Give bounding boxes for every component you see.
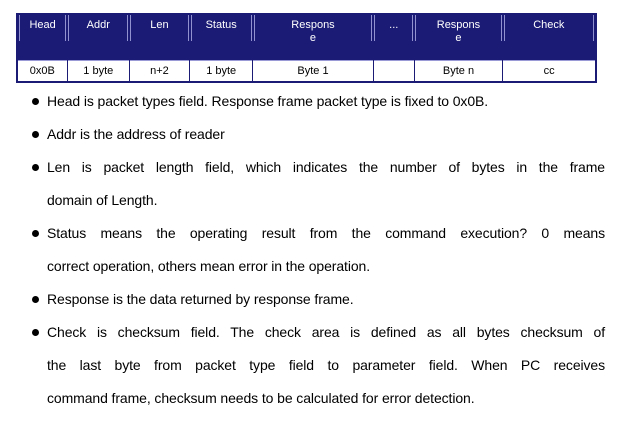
addr-column-header	[67, 14, 129, 61]
bullet-3-line-2: domain of Length.	[47, 192, 158, 208]
bullet-text	[47, 316, 605, 415]
addr-header-label: Addr	[86, 19, 110, 31]
head-header-label: Head	[29, 19, 56, 31]
bullet-text	[47, 283, 605, 316]
response-1-column-header	[253, 14, 373, 61]
response-n-header-label: Response	[436, 19, 481, 44]
packet-table-header-row	[17, 14, 596, 61]
bullet-item-5	[32, 283, 605, 316]
bullet-4-line-1: Status means the operating result from the command execution? 0 means	[47, 225, 605, 241]
len-value-cell: n+2	[129, 61, 189, 83]
response-n-column-header	[414, 14, 502, 61]
head-value-cell: 0x0B	[17, 61, 67, 83]
bullet-icon	[32, 164, 39, 171]
packet-frame-table	[16, 13, 597, 83]
bullet-icon	[32, 230, 39, 237]
bullet-icon	[32, 296, 39, 303]
bullet-icon	[32, 98, 39, 105]
response-n-value-cell: Byte n	[414, 61, 502, 83]
response-1-value-cell: Byte 1	[253, 61, 373, 83]
response-1-header-label: Response	[291, 19, 335, 44]
check-column-header	[503, 14, 596, 61]
bullet-icon	[32, 329, 39, 336]
status-header-label: Status	[205, 19, 237, 31]
bullet-3-line-1: Len is packet length field, which indicates the number of bytes in the frame	[47, 159, 605, 175]
bullet-text	[47, 118, 605, 151]
bullet-item-3	[32, 151, 605, 217]
check-header-label: Check	[533, 19, 565, 31]
status-value-cell: 1 byte	[190, 61, 253, 83]
bullet-6-line-1: Check is checksum field. The check area is defined as all bytes checksum of	[47, 324, 605, 340]
len-header-label: Len	[150, 19, 169, 31]
bullet-6-line-3: command frame, checksum needs to be calculated for error detection.	[47, 390, 475, 406]
bullet-text	[47, 85, 605, 118]
bullet-text	[47, 151, 605, 217]
bullet-4-line-2: correct operation, others mean error in the operation.	[47, 258, 370, 274]
ellipsis-value-cell	[373, 61, 414, 83]
bullet-item-1	[32, 85, 605, 118]
bullet-item-6	[32, 316, 605, 415]
bullet-item-2	[32, 118, 605, 151]
bullet-1-line-1: Head is packet types field. Response frame packet type is fixed to 0x0B.	[47, 93, 489, 109]
addr-value-cell: 1 byte	[67, 61, 129, 83]
field-descriptions	[32, 85, 605, 415]
ellipsis-header-label: ...	[389, 19, 399, 31]
head-column-header	[17, 14, 67, 61]
bullet-5-line-1: Response is the data returned by response frame.	[47, 291, 354, 307]
bullet-item-4	[32, 217, 605, 283]
len-column-header	[129, 14, 189, 61]
check-value-cell: cc	[503, 61, 596, 83]
status-column-header	[190, 14, 253, 61]
bullet-icon	[32, 131, 39, 138]
packet-table-value-row	[17, 61, 596, 83]
bullet-text	[47, 217, 605, 283]
bullet-2-line-1: Addr is the address of reader	[47, 126, 225, 142]
ellipsis-column-header	[373, 14, 414, 61]
bullet-6-line-2: the last byte from packet type field to parameter field. When PC receives	[47, 357, 605, 373]
